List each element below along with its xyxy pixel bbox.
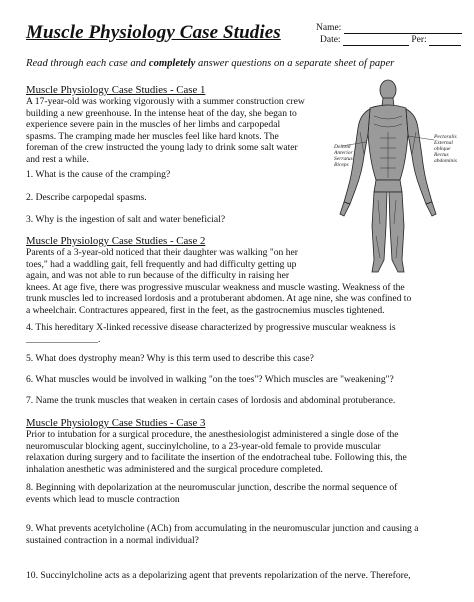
case3-line: relaxation during surgery and to facilitate the insertion of the endotracheal tube. Following this, the — [26, 452, 407, 464]
instructions-lead: Read through each case and — [26, 58, 149, 69]
period-blank — [429, 35, 461, 46]
question-8-line: 8. Beginning with depolarization at the neuromuscular junction, describe the normal sequence of — [26, 482, 398, 493]
instructions-emphasis: completely — [148, 58, 196, 69]
figure-label-right-3: oblique — [434, 146, 451, 152]
figure-label-right-1: Pectoralis — [434, 134, 457, 140]
question-9 — [26, 523, 419, 546]
case1-line: building a new greenhouse. In the intense heat of the day, she began to — [26, 107, 297, 119]
question-3: 3. Why is the ingestion of salt and water beneficial? — [26, 214, 226, 225]
figure-label-right-4: Rectus — [434, 152, 449, 158]
case3-paragraph — [26, 429, 466, 475]
case1-line: and rest a while. — [26, 153, 89, 165]
question-10: 10. Succinylcholine acts as a depolarizing agent that prevents repolarization of the nerve. Therefore, — [26, 570, 411, 581]
case2-line: again, and was not able to run because of the difficulty in raising her — [26, 270, 290, 282]
case1-heading: Muscle Physiology Case Studies - Case 1 — [26, 84, 206, 96]
figure-label-left-4: Biceps — [334, 162, 349, 168]
page-title: Muscle Physiology Case Studies — [26, 22, 281, 43]
case1-line: experience severe pain in the muscles of her limbs and carpopedal — [26, 119, 281, 131]
figure-label-right-2: External — [434, 140, 453, 146]
period-label: Per: — [411, 35, 427, 45]
case2-line: Parents of a 3-year-old noticed that their daughter was walking "on her — [26, 247, 298, 258]
name-field — [316, 22, 462, 34]
date-label: Date: — [320, 35, 341, 45]
case3-line: Prior to intubation for a surgical procedure, the anesthesiologist administered a single dose of the — [26, 429, 399, 440]
question-4-line: 4. This hereditary X-linked recessive disease characterized by progressive muscular weakness is — [26, 322, 396, 333]
question-1: 1. What is the cause of the cramping? — [26, 169, 171, 180]
case1-paragraph — [26, 96, 338, 166]
case2-line: trunk muscles led to increased lordosis and a protuberant abdomen. At age nine, she was confined to — [26, 293, 412, 305]
question-8-line: events which lead to muscle contraction — [26, 493, 180, 505]
case2-line: toes," had a waddling gait, fell frequently and had difficulty getting up — [26, 258, 297, 270]
question-4-blank: _______________. — [26, 333, 101, 345]
question-6: 6. What muscles would be involved in walking "on the toes"? Which muscles are "weakening"? — [26, 374, 394, 385]
case3-heading: Muscle Physiology Case Studies - Case 3 — [26, 417, 206, 429]
question-8 — [26, 482, 397, 505]
date-blank — [343, 35, 409, 46]
name-blank — [344, 23, 462, 34]
case1-line: spasms. The cramping made her muscles feel like hard knots. The — [26, 130, 279, 142]
figure-label-left-3: Serratus — [334, 156, 353, 162]
case2-heading: Muscle Physiology Case Studies - Case 2 — [26, 235, 206, 247]
question-9-line: 9. What prevents acetylcholine (ACh) from accumulating in the neuromuscular junction and causing a — [26, 523, 419, 534]
question-2: 2. Describe carpopedal spasms. — [26, 192, 147, 203]
figure-label-left-2: Anterior — [334, 150, 353, 156]
instructions-tail: answer questions on a separate sheet of paper — [195, 58, 395, 69]
anatomy-figure-illustration — [334, 76, 460, 276]
question-5: 5. What does dystrophy mean? Why is this term used to describe this case? — [26, 353, 314, 364]
case3-line: neuromuscular blocking agent, succinylcholine, to a 23-year-old female to provide muscular — [26, 440, 381, 452]
figure-label-left-1: Deltoid — [334, 144, 351, 150]
name-label: Name: — [316, 23, 342, 33]
question-4 — [26, 322, 396, 345]
case2-paragraph — [26, 247, 466, 317]
question-9-line: sustained contraction in a normal individual? — [26, 534, 199, 546]
question-7: 7. Name the trunk muscles that weaken in certain cases of lordosis and abdominal protuberance. — [26, 395, 396, 406]
date-period-row — [320, 34, 461, 46]
instructions — [26, 57, 466, 70]
case1-line: foreman of the crew instructed the young lady to drink some salt water — [26, 142, 298, 154]
case1-line: A 17-year-old was working vigorously with a summer construction crew — [26, 96, 305, 107]
case2-line: a wheelchair. Contractures appeared, first in the feet, as the gastrocnemius muscles tightened. — [26, 304, 385, 316]
case2-line: knees. At age five, there was progressive muscular weakness and muscle wasting. Weakness of the — [26, 281, 405, 293]
figure-label-right-5: abdominis — [434, 158, 457, 164]
case3-line: inhalation anesthetic was administered and the surgical procedure completed. — [26, 463, 323, 475]
